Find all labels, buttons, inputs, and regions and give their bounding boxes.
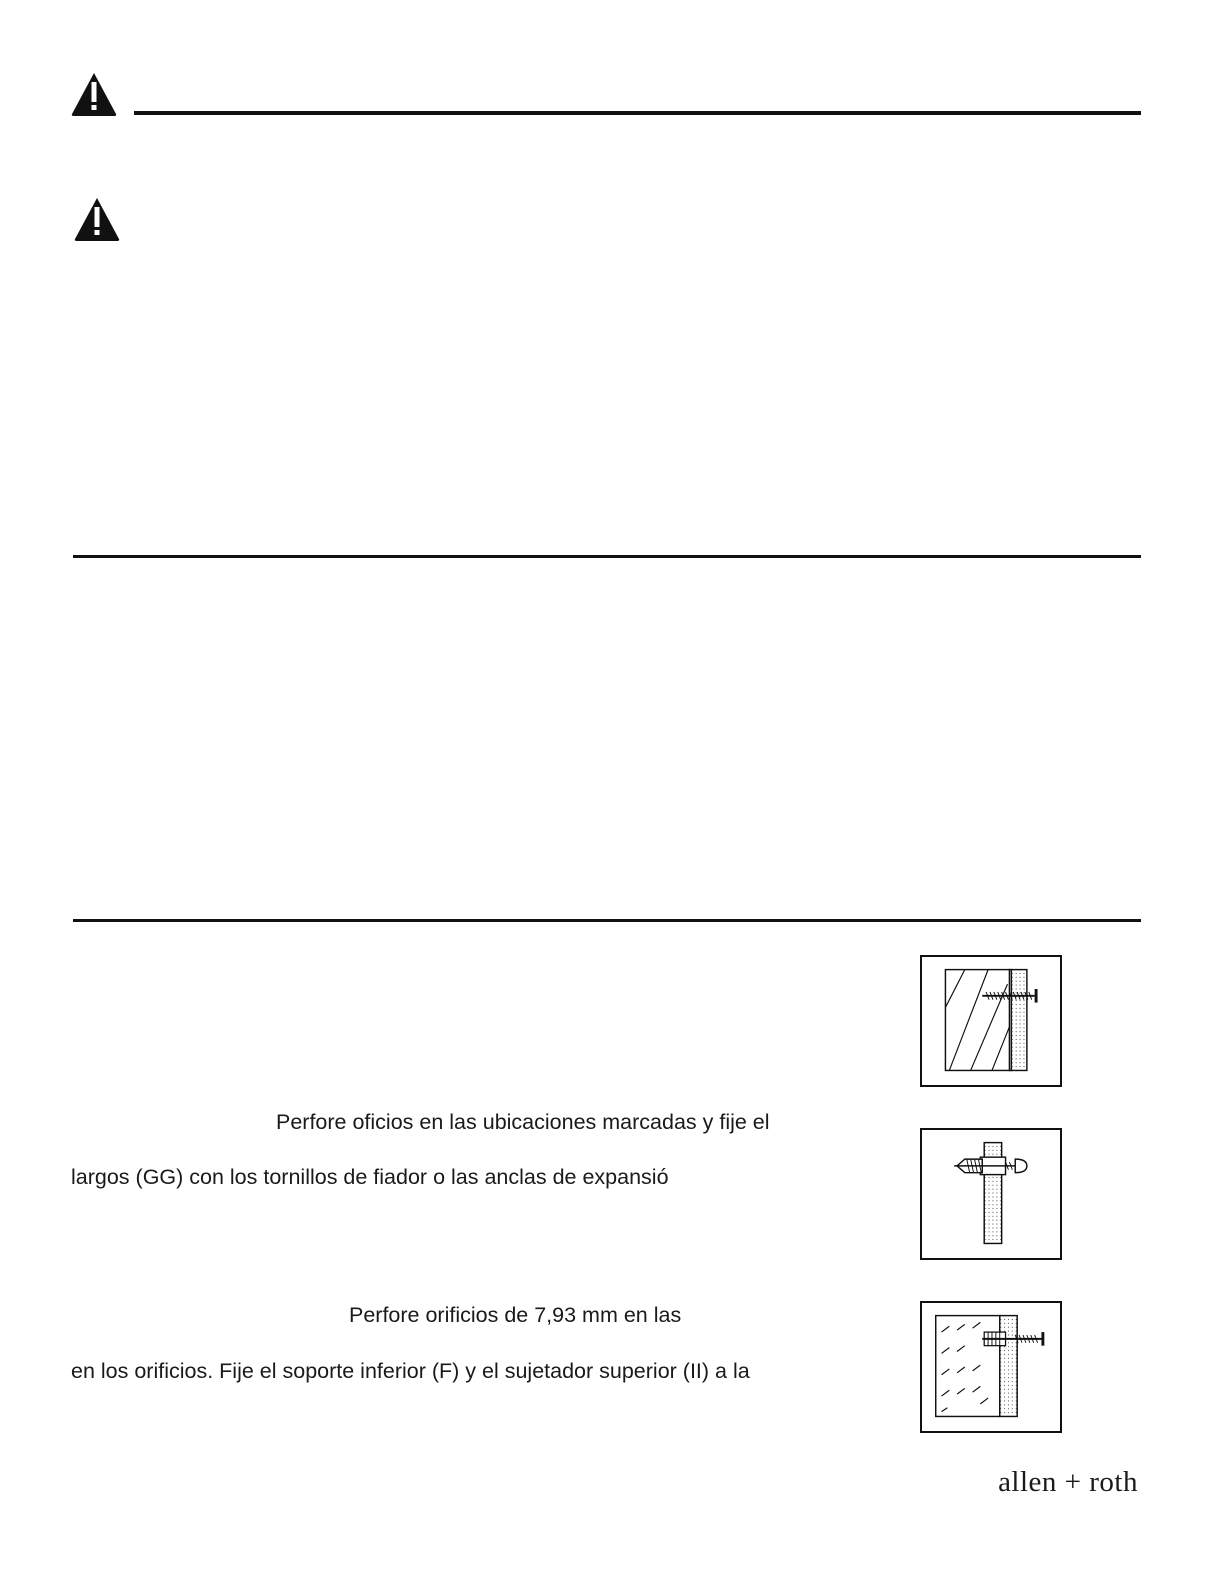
masonry-anchor-figure (920, 1301, 1062, 1433)
section-divider-2 (73, 919, 1141, 922)
instruction-line-3: Perfore orificios de 7,93 mm en las (349, 1303, 682, 1327)
brand-logo: allen + roth (998, 1466, 1138, 1498)
wood-stud-screw-figure (920, 955, 1062, 1087)
section-divider-1 (73, 555, 1141, 558)
header-rule (134, 111, 1141, 115)
instruction-line-1: Perfore oficios en las ubicaciones marcadas y fije el (276, 1110, 770, 1134)
instruction-line-4: en los orificios. Fije el soporte inferior (F) y el sujetador superior (II) a la (71, 1359, 750, 1383)
toggle-anchor-figure (920, 1128, 1062, 1260)
warning-triangle-icon-secondary (73, 196, 121, 242)
warning-triangle-icon (70, 71, 118, 117)
instruction-line-2: largos (GG) con los tornillos de fiador o las anclas de expansió (71, 1165, 669, 1189)
